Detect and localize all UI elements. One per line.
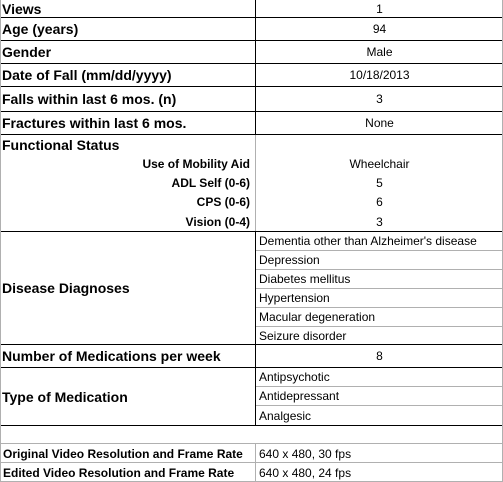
grid-line [256,386,503,387]
medications-per-week-value: 8 [376,349,383,363]
grid-line [256,288,503,289]
row-edited-video [0,463,503,482]
grid-line [0,63,503,64]
disease-diagnoses-label: Disease Diagnoses [2,280,130,296]
type-of-medication-label: Type of Medication [2,388,128,405]
functional-status-label: Functional Status [2,136,120,153]
medications-per-week-label: Number of Medications per week [2,348,221,364]
age-label: Age (years) [2,21,79,37]
grid-line [0,17,503,18]
original-video-value: 640 x 480, 30 fps [259,446,352,461]
diagnosis-text: Seizure disorder [259,328,347,343]
diagnosis-item [0,327,503,344]
mobility-aid-value: Wheelchair [349,157,410,171]
grid-line [0,231,503,232]
functional-status-row [0,212,503,231]
diagnosis-item [0,308,503,326]
grid-line [0,443,503,444]
cps-label: CPS (0-6) [196,195,250,209]
views-label: Views [2,0,42,17]
row-date-of-fall [0,64,503,86]
views-value: 1 [376,1,383,16]
diagnosis-text: Hypertension [259,291,330,305]
vision-label: Vision (0-4) [185,214,250,229]
grid-line [256,250,503,251]
cps-value: 6 [376,195,383,209]
date-of-fall-value: 10/18/2013 [349,68,410,82]
grid-line [255,443,256,482]
fractures-value: None [365,116,394,130]
fractures-label: Fractures within last 6 mos. [2,115,187,131]
grid-line [0,0,1,482]
grid-line [256,326,503,327]
diagnosis-item [0,232,503,250]
functional-status-row [0,155,503,173]
row-fractures [0,112,503,134]
edited-video-label: Edited Video Resolution and Frame Rate [3,465,235,480]
medication-text: Antipsychotic [259,370,330,384]
grid-line [256,269,503,270]
falls-label: Falls within last 6 mos. (n) [2,91,177,107]
medication-item [0,406,503,425]
medication-item [0,387,503,405]
grid-line [0,344,503,345]
adl-self-value: 5 [376,176,383,190]
grid-line [0,367,503,368]
row-gender [0,41,503,63]
original-video-label: Original Video Resolution and Frame Rate [3,446,243,461]
medication-text: Antidepressant [259,389,340,403]
grid-line [0,134,503,135]
diagnosis-item [0,289,503,307]
diagnosis-text: Dementia other than Alzheimer's disease [259,234,477,248]
grid-line [256,405,503,406]
gender-label: Gender [2,44,52,60]
diagnosis-text: Diabetes mellitus [259,272,351,286]
vision-value: 3 [376,214,383,229]
row-medications-per-week [0,345,503,367]
grid-line [256,307,503,308]
grid-line [0,462,503,463]
diagnosis-text: Depression [259,253,320,267]
grid-line [255,231,256,426]
falls-value: 3 [376,92,383,106]
mobility-aid-label: Use of Mobility Aid [142,157,250,171]
medication-text: Analgesic [259,408,312,423]
diagnosis-item [0,270,503,288]
diagnosis-text: Macular degeneration [259,310,376,324]
edited-video-value: 640 x 480, 24 fps [259,465,352,480]
grid-line [255,0,256,135]
row-original-video [0,444,503,463]
grid-line [0,86,503,87]
medication-item [0,368,503,386]
grid-line [0,111,503,112]
row-falls [0,87,503,111]
grid-line [255,135,256,232]
grid-line [0,40,503,41]
functional-status-row [0,193,503,211]
diagnosis-item [0,251,503,269]
row-age [0,18,503,40]
row-views [0,0,503,17]
functional-status-header [0,135,503,154]
grid-line [0,425,503,426]
functional-status-row [0,174,503,192]
date-of-fall-label: Date of Fall (mm/dd/yyyy) [2,67,172,83]
gender-value: Male [366,45,393,59]
age-value: 94 [372,22,387,36]
adl-self-label: ADL Self (0-6) [171,176,250,190]
